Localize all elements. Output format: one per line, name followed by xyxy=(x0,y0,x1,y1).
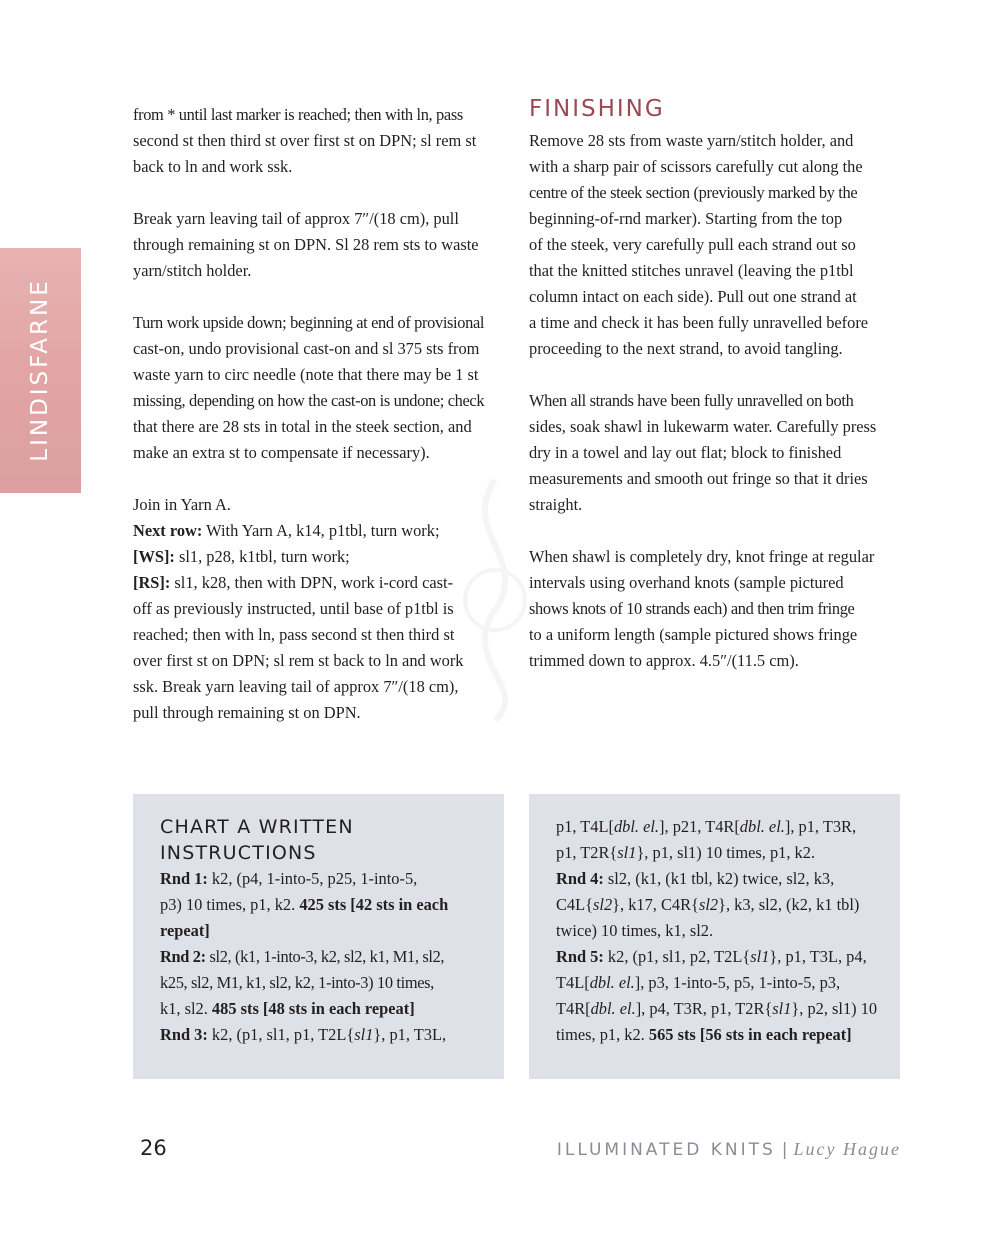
text-line: When all strands have been fully unravelled on both xyxy=(529,391,854,410)
text-line: with a sharp pair of scissors carefully cut along the xyxy=(529,157,863,176)
rnd5-italic: sl1 xyxy=(772,999,792,1018)
rnd2-line: k25, sl2, M1, k1, sl2, k2, 1-into-3) 10 times, xyxy=(160,973,434,992)
rnd3-text: p1, T4L[ xyxy=(556,817,614,836)
rnd5-line xyxy=(556,944,886,970)
text-line: Join in Yarn A. xyxy=(133,495,231,514)
text-line: make an extra st to compensate if necessary). xyxy=(133,443,430,462)
section-heading-finishing: FINISHING xyxy=(529,96,665,122)
text-line: beginning-of-rnd marker). Starting from the top xyxy=(529,209,843,228)
rs-label: [RS]: xyxy=(133,573,171,592)
side-tab xyxy=(0,248,81,493)
rnd3-label: Rnd 3: xyxy=(160,1025,208,1044)
next-row-text: With Yarn A, k14, p1tbl, turn work; xyxy=(202,521,440,540)
page-number: 26 xyxy=(140,1136,167,1160)
rnd1-label: Rnd 1: xyxy=(160,869,208,888)
footer-separator: | xyxy=(781,1140,788,1160)
side-tab-label: LINDISFARNE xyxy=(27,278,53,462)
rs-line xyxy=(133,570,508,596)
text-line: that the knitted stitches unravel (leaving the p1tbl xyxy=(529,261,854,280)
paragraph-turn-work xyxy=(133,310,508,466)
rnd5-text: }, p1, T3L, p4, xyxy=(769,947,867,966)
text-line: proceeding to the next strand, to avoid tangling. xyxy=(529,339,843,358)
text-line: measurements and smooth out fringe so that it dries xyxy=(529,469,868,488)
rnd3-italic: sl1 xyxy=(617,843,637,862)
book-title: ILLUMINATED KNITS xyxy=(556,1140,776,1160)
rnd5-text: k2, (p1, sl1, p2, T2L{ xyxy=(603,947,751,966)
rnd1-stitch-count: repeat] xyxy=(160,921,210,940)
text-line: Break yarn leaving tail of approx 7″/(18 cm), pull xyxy=(133,209,459,228)
rnd5-text: }, p2, sl1) 10 xyxy=(791,999,878,1018)
text-line: to a uniform length (sample pictured shows fringe xyxy=(529,625,858,644)
text-line: ssk. Break yarn leaving tail of approx 7″/(18 cm), xyxy=(133,677,459,696)
paragraph-continuation xyxy=(133,102,508,180)
rnd3-text: }, p1, sl1) 10 times, p1, k2. xyxy=(636,843,816,862)
rnd3-text: }, p1, T3L, xyxy=(373,1025,447,1044)
rnd3-line xyxy=(160,1022,490,1048)
text-line: waste yarn to circ needle (note that there may be 1 st xyxy=(133,365,479,384)
paragraph-join-yarn xyxy=(133,492,508,726)
ws-label: [WS]: xyxy=(133,547,175,566)
text-line: missing, depending on how the cast-on is undone; check xyxy=(133,391,485,410)
rnd2-text: sl2, (k1, 1-into-3, k2, sl2, k1, M1, sl2, xyxy=(205,947,445,966)
paragraph-break-yarn xyxy=(133,206,508,284)
text-line: from * until last marker is reached; then with ln, pass xyxy=(133,105,463,124)
rnd4-italic: sl2 xyxy=(593,895,613,914)
running-footer xyxy=(557,1139,901,1160)
rnd4-line: twice) 10 times, k1, sl2. xyxy=(556,921,714,940)
text-line: back to ln and work ssk. xyxy=(133,157,293,176)
rnd1-line xyxy=(160,892,490,918)
text-line: Turn work upside down; beginning at end of provisional xyxy=(133,313,485,332)
rnd5-text: ], p3, 1-into-5, p5, 1-into-5, p3, xyxy=(634,973,841,992)
text-line: intervals using overhand knots (sample pictured xyxy=(529,573,844,592)
rnd5-text: T4L[ xyxy=(556,973,590,992)
text-line: of the steek, very carefully pull each strand out so xyxy=(529,235,856,254)
rnd5-italic: sl1 xyxy=(750,947,770,966)
paragraph-remove-sts xyxy=(529,128,904,362)
rnd3-text: ], p1, T3R, xyxy=(784,817,857,836)
rnd2-label: Rnd 2: xyxy=(160,947,206,966)
chart-title-line: INSTRUCTIONS xyxy=(160,842,317,864)
text-line: cast-on, undo provisional cast-on and sl 375 sts from xyxy=(133,339,480,358)
rnd2-text: k1, sl2. xyxy=(160,999,212,1018)
rnd5-italic: dbl. el. xyxy=(589,973,635,992)
text-line: trimmed down to approx. 4.5″/(11.5 cm). xyxy=(529,651,799,670)
text-line: second st then third st over first st on DPN; sl rem st xyxy=(133,131,477,150)
left-column xyxy=(133,102,508,726)
rnd1-line xyxy=(160,866,490,892)
text-line: off as previously instructed, until base of p1tbl is xyxy=(133,599,454,618)
text-line: straight. xyxy=(529,495,583,514)
rnd3-text: k2, (p1, sl1, p1, T2L{ xyxy=(207,1025,355,1044)
rnd1-line xyxy=(160,918,490,944)
rnd5-stitch-count: 565 sts [56 sts in each repeat] xyxy=(648,1025,852,1044)
right-column xyxy=(529,128,904,674)
rnd4-line xyxy=(556,892,886,918)
rnd4-text: C4L{ xyxy=(556,895,594,914)
rnd3-line xyxy=(556,840,886,866)
rnd1-stitch-count: 425 sts [42 sts in each xyxy=(299,895,449,914)
text-line: When shawl is completely dry, knot fringe at regular xyxy=(529,547,875,566)
rnd4-text: sl2, (k1, (k1 tbl, k2) twice, sl2, k3, xyxy=(603,869,835,888)
chart-instructions-box-left xyxy=(133,794,504,1079)
text-line: reached; then with ln, pass second st then third st xyxy=(133,625,455,644)
chart-title xyxy=(160,814,490,866)
rnd1-text: p3) 10 times, p1, k2. xyxy=(160,895,300,914)
text-line: over first st on DPN; sl rem st back to ln and work xyxy=(133,651,464,670)
rnd5-text: times, p1, k2. xyxy=(556,1025,649,1044)
text-line: shows knots of 10 strands each) and then trim fringe xyxy=(529,599,855,618)
rnd3-text: p1, T2R{ xyxy=(556,843,618,862)
rnd3-italic: sl1 xyxy=(354,1025,374,1044)
rnd2-stitch-count: 485 sts [48 sts in each repeat] xyxy=(211,999,415,1018)
text-line: Remove 28 sts from waste yarn/stitch holder, and xyxy=(529,131,854,150)
rnd4-label: Rnd 4: xyxy=(556,869,604,888)
rnd4-text: }, k3, sl2, (k2, k1 tbl) xyxy=(718,895,860,914)
next-row-line xyxy=(133,518,508,544)
ws-text: sl1, p28, k1tbl, turn work; xyxy=(174,547,350,566)
chart-instructions-text-left xyxy=(160,814,490,1048)
rnd5-italic: dbl. el. xyxy=(590,999,636,1018)
text-line: sides, soak shawl in lukewarm water. Carefully press xyxy=(529,417,877,436)
text-line: a time and check it has been fully unravelled before xyxy=(529,313,869,332)
rnd3-italic: dbl. el. xyxy=(739,817,785,836)
text-line: that there are 28 sts in total in the steek section, and xyxy=(133,417,472,436)
text-line: through remaining st on DPN. Sl 28 rem sts to waste xyxy=(133,235,479,254)
chart-instructions-text-right xyxy=(556,814,886,1048)
chart-instructions-box-right xyxy=(529,794,900,1079)
text-line: yarn/stitch holder. xyxy=(133,261,252,280)
rnd5-line xyxy=(556,1022,886,1048)
rnd5-label: Rnd 5: xyxy=(556,947,604,966)
rs-text: sl1, k28, then with DPN, work i-cord cast- xyxy=(170,573,454,592)
author-name: Lucy Hague xyxy=(793,1139,901,1159)
rnd5-text: ], p4, T3R, p1, T2R{ xyxy=(635,999,773,1018)
text-line: pull through remaining st on DPN. xyxy=(133,703,361,722)
rnd2-line xyxy=(160,944,490,970)
rnd3-text: ], p21, T4R[ xyxy=(659,817,740,836)
rnd3-italic: dbl. el. xyxy=(613,817,660,836)
chart-title-line: CHART A WRITTEN xyxy=(160,816,354,838)
rnd5-line xyxy=(556,970,886,996)
rnd2-line xyxy=(160,996,490,1022)
paragraph-knot-fringe xyxy=(529,544,904,674)
rnd3-line xyxy=(556,814,886,840)
rnd4-italic: sl2 xyxy=(698,895,719,914)
rnd5-text: T4R[ xyxy=(556,999,591,1018)
ws-line xyxy=(133,544,508,570)
next-row-label: Next row: xyxy=(133,521,203,540)
rnd4-line xyxy=(556,866,886,892)
rnd1-text: k2, (p4, 1-into-5, p25, 1-into-5, xyxy=(207,869,418,888)
rnd4-text: }, k17, C4R{ xyxy=(612,895,699,914)
text-line: dry in a towel and lay out flat; block to finished xyxy=(529,443,842,462)
text-line: centre of the steek section (previously marked by the xyxy=(529,183,858,202)
text-line: column intact on each side). Pull out one strand at xyxy=(529,287,857,306)
rnd5-line xyxy=(556,996,886,1022)
paragraph-soak-shawl xyxy=(529,388,904,518)
